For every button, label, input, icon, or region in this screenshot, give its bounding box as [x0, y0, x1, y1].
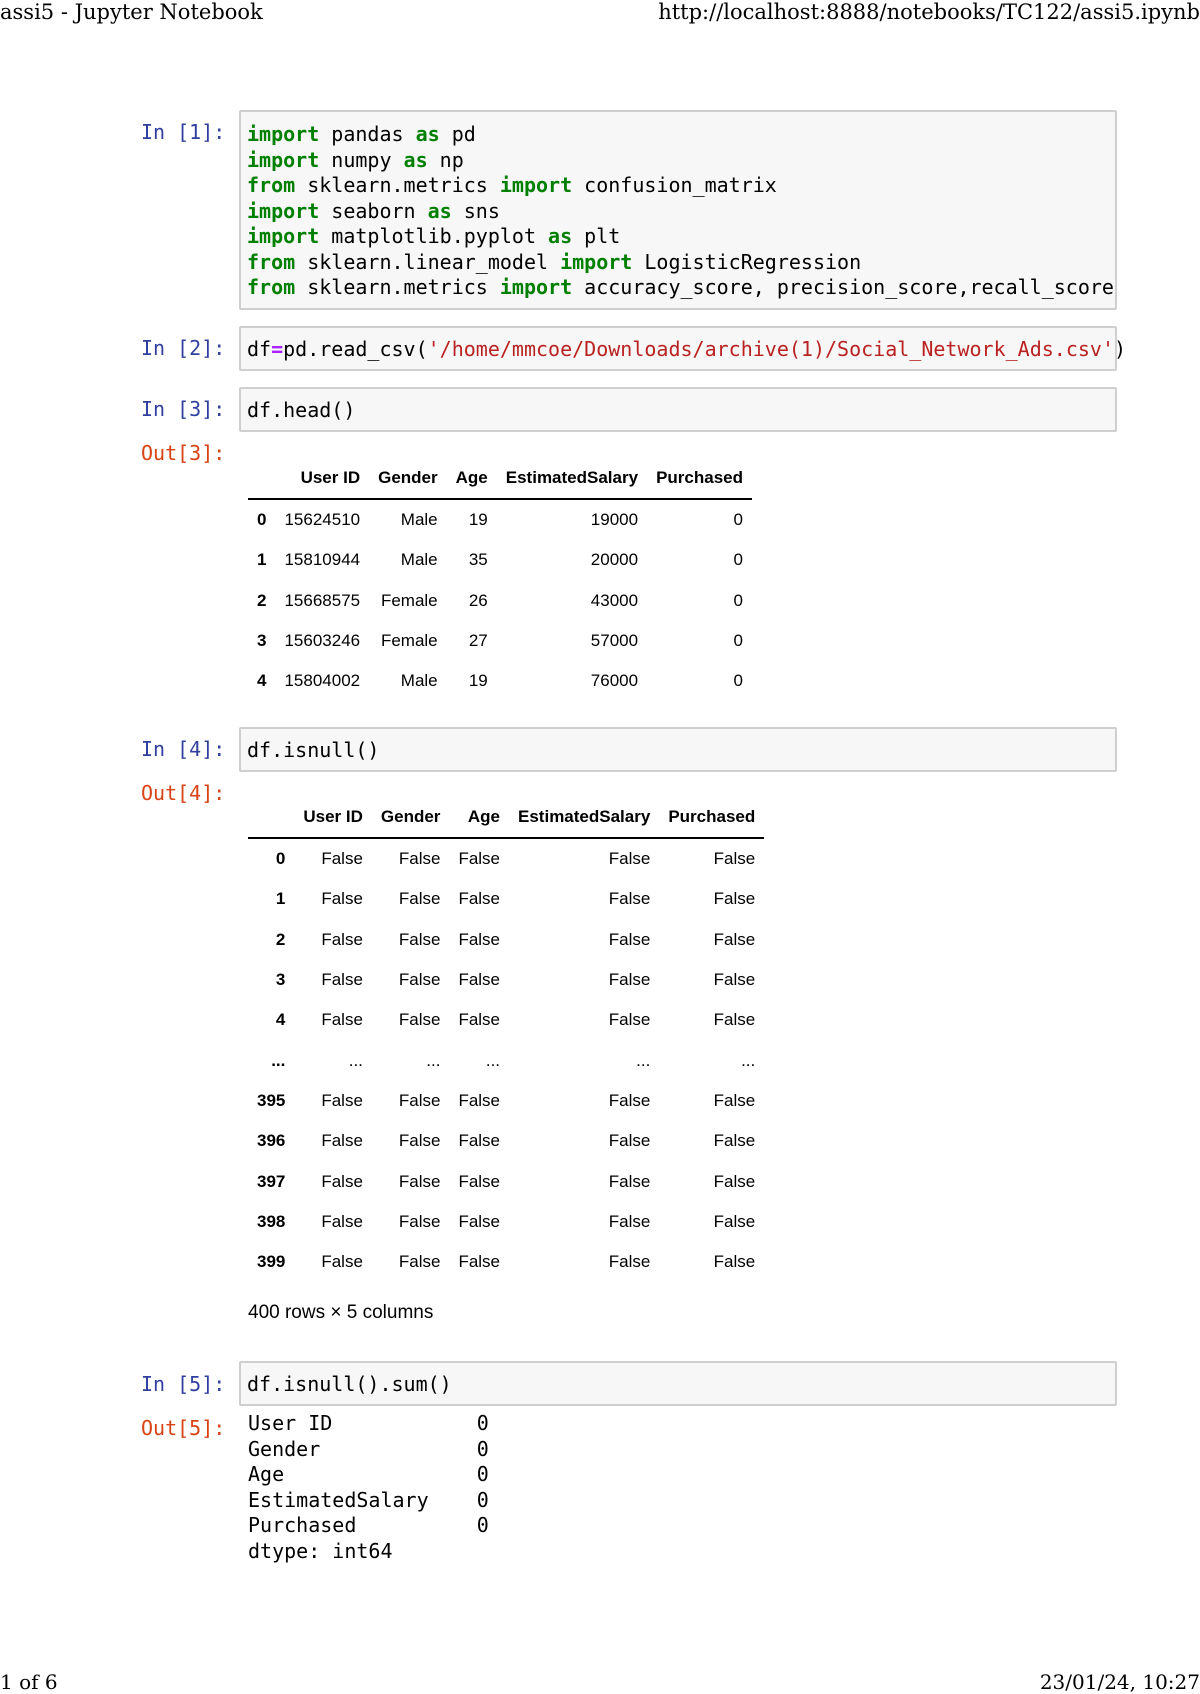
code-token: as	[427, 198, 452, 223]
column-header: Gender	[369, 458, 447, 499]
table-cell: 15810944	[284, 550, 361, 570]
code-token: pd.read_csv(	[283, 337, 428, 361]
table-cell: False	[458, 1171, 501, 1191]
code-token: from	[247, 249, 296, 274]
code-token: import	[560, 249, 633, 274]
in-prompt-3: In [3]:	[141, 397, 226, 421]
table-row	[248, 1040, 764, 1080]
in-prompt-5: In [5]:	[141, 1372, 226, 1396]
code-token: seaborn	[319, 198, 428, 223]
row-index: ...	[271, 1050, 286, 1070]
code-token: from	[247, 275, 296, 299]
code-token: LogisticRegression	[632, 249, 862, 274]
code-editor[interactable]	[241, 328, 1127, 371]
table-cell: 15804002	[284, 671, 361, 691]
table-cell: False	[321, 1171, 363, 1191]
row-index: 396	[257, 1131, 286, 1151]
table-cell: False	[398, 1010, 441, 1030]
table-cell: 15603246	[284, 631, 361, 651]
table-cell: False	[608, 1171, 651, 1191]
table-cell: False	[608, 970, 651, 990]
code-cell-2[interactable]	[239, 326, 1127, 371]
table-cell: False	[608, 889, 651, 909]
table-cell: False	[713, 1171, 756, 1191]
row-index: 2	[275, 929, 286, 949]
table-cell: False	[608, 1131, 651, 1151]
code-token: pandas	[319, 122, 416, 146]
table-cell: False	[398, 889, 441, 909]
table-cell: Male	[400, 510, 438, 530]
page-footer-datetime: 23/01/24, 10:27	[1039, 1670, 1200, 1694]
table-cell: 20000	[590, 550, 639, 570]
in-prompt-1: In [1]:	[141, 120, 226, 144]
table-cell: 27	[468, 631, 488, 651]
table-cell: 76000	[590, 671, 639, 691]
code-token: import	[499, 173, 573, 197]
table-cell: False	[398, 970, 441, 990]
out-prompt-3: Out[3]:	[141, 441, 226, 465]
column-header: User ID	[294, 797, 372, 838]
code-cell-5[interactable]	[239, 1361, 1117, 1406]
table-row	[248, 1121, 764, 1161]
dataframe-isnull-table	[248, 797, 764, 1282]
table-cell: 35	[468, 550, 488, 570]
table-cell: False	[713, 1010, 756, 1030]
code-token: import	[247, 147, 320, 172]
table-cell: False	[321, 1211, 363, 1231]
column-header: EstimatedSalary	[509, 797, 659, 838]
table-cell: False	[713, 1252, 756, 1272]
code-token: )	[1113, 337, 1127, 361]
table-cell: False	[608, 929, 651, 949]
code-token: accuracy_score, precision_score,recall_score	[572, 275, 1114, 299]
table-cell: False	[458, 889, 501, 909]
table-cell: False	[713, 1211, 756, 1231]
dataframe-shape-note: 400 rows × 5 columns	[248, 1302, 434, 1323]
code-token: matplotlib.pyplot	[319, 224, 549, 248]
code-token: import	[247, 122, 320, 146]
table-cell: 0	[733, 590, 743, 610]
code-token: df.isnull()	[247, 738, 380, 762]
code-token: import	[499, 275, 573, 299]
code-token: as	[415, 122, 440, 146]
code-editor[interactable]	[241, 389, 1115, 432]
out-prompt-5: Out[5]:	[141, 1416, 226, 1440]
row-index: 0	[275, 849, 286, 869]
table-row	[248, 661, 752, 701]
row-index: 1	[275, 889, 286, 909]
code-token: df	[247, 337, 272, 361]
table-cell: 19	[468, 671, 488, 691]
table-row	[248, 1000, 764, 1040]
table-row	[248, 838, 764, 879]
table-cell: False	[398, 929, 441, 949]
code-editor[interactable]	[241, 729, 1115, 772]
index-header	[248, 458, 275, 499]
in-prompt-4: In [4]:	[141, 737, 226, 761]
table-cell: 0	[733, 510, 743, 530]
table-cell: ...	[348, 1050, 363, 1070]
table-cell: False	[321, 1131, 363, 1151]
table-cell: 26	[468, 590, 488, 610]
table-row	[248, 581, 752, 621]
table-cell: False	[713, 970, 756, 990]
code-token: plt	[572, 224, 621, 248]
page-footer-count: 1 of 6	[0, 1670, 58, 1694]
series-output: User ID 0 Gender 0 Age 0 EstimatedSalary 0 Purchased 0 dtype: int64	[248, 1411, 489, 1563]
code-editor[interactable]	[241, 112, 1115, 307]
row-index: 4	[275, 1010, 286, 1030]
table-cell: False	[321, 889, 363, 909]
table-cell: False	[321, 970, 363, 990]
table-cell: 0	[733, 550, 743, 570]
code-token: import	[247, 198, 320, 223]
table-cell: ...	[485, 1050, 501, 1070]
row-index: 3	[257, 631, 267, 651]
table-cell: False	[398, 849, 441, 869]
page-header-title: assi5 - Jupyter Notebook	[0, 0, 263, 24]
table-row	[248, 499, 752, 540]
code-token: from	[247, 173, 296, 197]
code-editor[interactable]	[241, 1363, 1115, 1406]
table-cell: False	[398, 1252, 441, 1272]
code-token: =	[271, 337, 284, 361]
code-token: sklearn.linear_model	[295, 249, 561, 274]
table-cell: 57000	[590, 631, 639, 651]
code-token: df.head()	[247, 398, 356, 422]
table-row	[248, 540, 752, 580]
row-index: 397	[257, 1171, 286, 1191]
code-token: confusion_matrix	[572, 173, 777, 197]
dataframe-head-table	[248, 458, 752, 701]
row-index: 395	[257, 1090, 286, 1110]
table-cell: False	[458, 849, 501, 869]
table-cell: 19000	[590, 510, 639, 530]
table-cell: False	[458, 929, 501, 949]
table-cell: Male	[400, 550, 438, 570]
table-cell: 15668575	[284, 590, 361, 610]
table-row	[248, 879, 764, 919]
table-cell: 43000	[590, 590, 639, 610]
table-cell: False	[398, 1090, 441, 1110]
table-row	[248, 960, 764, 1000]
table-cell: False	[608, 1010, 651, 1030]
table-cell: False	[321, 929, 363, 949]
page-header-url[interactable]: http://localhost:8888/notebooks/TC122/assi5.ipynb	[658, 0, 1200, 24]
table-cell: False	[713, 889, 756, 909]
code-token: numpy	[319, 147, 404, 172]
row-index: 2	[257, 590, 267, 610]
row-index: 399	[257, 1252, 286, 1272]
table-cell: ...	[636, 1050, 651, 1070]
table-cell: 19	[468, 510, 488, 530]
row-index: 1	[257, 550, 267, 570]
in-prompt-2: In [2]:	[141, 336, 226, 360]
column-header: EstimatedSalary	[497, 458, 647, 499]
code-token: '/home/mmcoe/Downloads/archive(1)/Social_Network_Ads.csv'	[427, 337, 1114, 361]
table-cell: ...	[741, 1050, 756, 1070]
table-cell: False	[458, 970, 501, 990]
table-row	[248, 621, 752, 661]
table-cell: Female	[380, 631, 438, 651]
column-header: Purchased	[659, 797, 764, 838]
code-token: as	[548, 224, 573, 248]
table-cell: False	[713, 1090, 756, 1110]
row-index: 0	[257, 510, 267, 530]
table-row	[248, 1081, 764, 1121]
code-cell-3[interactable]	[239, 387, 1117, 432]
table-cell: False	[713, 849, 756, 869]
code-cell-4[interactable]	[239, 727, 1117, 772]
table-cell: False	[458, 1010, 501, 1030]
table-row	[248, 920, 764, 960]
table-cell: False	[458, 1211, 501, 1231]
code-token: sklearn.metrics	[295, 275, 500, 299]
table-row	[248, 1202, 764, 1242]
column-header: Gender	[372, 797, 450, 838]
table-cell: False	[321, 1090, 363, 1110]
table-cell: False	[321, 849, 363, 869]
code-token: import	[247, 224, 320, 248]
out-prompt-4: Out[4]:	[141, 781, 226, 805]
table-cell: Female	[380, 590, 438, 610]
column-header: User ID	[275, 458, 369, 499]
column-header: Age	[447, 458, 497, 499]
table-cell: False	[398, 1171, 441, 1191]
table-cell: False	[608, 1090, 651, 1110]
table-cell: False	[608, 849, 651, 869]
row-index: 398	[257, 1211, 286, 1231]
code-token: pd	[439, 122, 476, 146]
table-cell: False	[398, 1131, 441, 1151]
table-cell: False	[608, 1211, 651, 1231]
code-token: as	[403, 147, 428, 172]
table-cell: False	[458, 1252, 501, 1272]
index-header	[248, 797, 294, 838]
table-cell: 0	[733, 631, 743, 651]
table-cell: ...	[426, 1050, 441, 1070]
table-cell: False	[713, 1131, 756, 1151]
table-cell: False	[398, 1211, 441, 1231]
table-row	[248, 1242, 764, 1282]
table-cell: 15624510	[284, 510, 361, 530]
table-cell: False	[321, 1252, 363, 1272]
table-cell: False	[608, 1252, 651, 1272]
table-row	[248, 1161, 764, 1201]
code-token: df.isnull().sum()	[247, 1372, 452, 1396]
code-token: sns	[451, 198, 500, 223]
table-cell: False	[713, 929, 756, 949]
row-index: 3	[275, 970, 286, 990]
table-cell: Male	[400, 671, 438, 691]
column-header: Purchased	[647, 458, 752, 499]
code-token: np	[427, 147, 464, 172]
table-cell: False	[458, 1090, 501, 1110]
row-index: 4	[257, 671, 267, 691]
table-cell: False	[458, 1131, 501, 1151]
column-header: Age	[449, 797, 509, 838]
code-cell-1[interactable]	[239, 110, 1117, 310]
table-cell: False	[321, 1010, 363, 1030]
table-cell: 0	[733, 671, 743, 691]
code-token: sklearn.metrics	[295, 173, 500, 197]
